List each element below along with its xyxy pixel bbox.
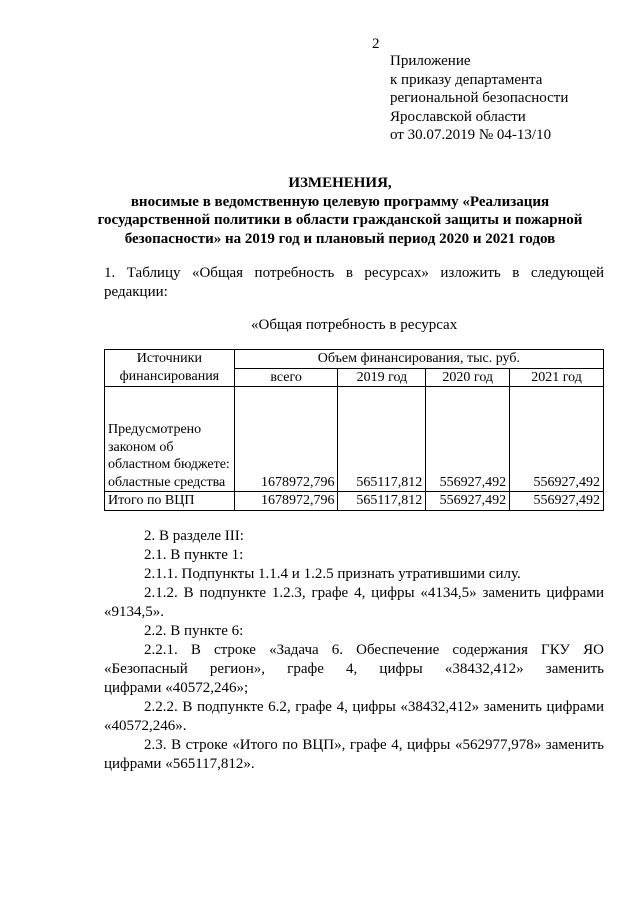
- y2019-cell: 565117,812: [338, 492, 426, 511]
- title-line: вносимые в ведомственную целевую программу «Реализация: [130, 193, 550, 210]
- appendix-line: от 30.07.2019 № 04-13/10: [390, 127, 552, 144]
- paragraph-1-line: 1. Таблицу «Общая потребность в ресурсах» изложить в следующей: [104, 265, 604, 281]
- y2021-cell: 556927,492: [510, 387, 604, 492]
- header-2019: 2019 год: [338, 368, 426, 387]
- appendix-line: Ярославской области: [390, 108, 526, 125]
- title-line: государственной политики в области гражданской защиты и пожарной: [97, 212, 583, 229]
- document-title: [40, 174, 640, 248]
- header-sources: Источники финансирования: [105, 350, 235, 387]
- y2020-cell: 556927,492: [426, 387, 510, 492]
- item-2: 2. В разделе III:: [144, 528, 244, 544]
- header-2020: 2020 год: [426, 368, 510, 387]
- item-2-1-1: 2.1.1. Подпункты 1.1.4 и 1.2.5 признать утратившими силу.: [144, 566, 521, 582]
- header-total: всего: [234, 368, 338, 387]
- source-cell: Предусмотрено законом об областном бюджете: областные средства: [105, 387, 235, 492]
- title-line: безопасности» на 2019 год и плановый период 2020 и 2021 годов: [124, 230, 556, 247]
- appendix-line: региональной безопасности: [390, 90, 569, 107]
- header-2021: 2021 год: [510, 368, 604, 387]
- y2020-cell: 556927,492: [426, 492, 510, 511]
- appendix-line: Приложение: [390, 53, 471, 69]
- paragraph-1-line: редакции:: [104, 284, 168, 300]
- y2021-cell: 556927,492: [510, 492, 604, 511]
- table-caption: «Общая потребность в ресурсах: [251, 317, 458, 333]
- total-cell: 1678972,796: [234, 387, 338, 492]
- title-line: ИЗМЕНЕНИЯ,: [288, 175, 392, 191]
- item-2-1-2-cont: «9134,5».: [104, 604, 164, 620]
- appendix-block: [390, 52, 568, 145]
- item-2-3: 2.3. В строке «Итого по ВЦП», графе 4, цифры «562977,978» заменить: [144, 737, 604, 753]
- header-volume: Объем финансирования, тыс. руб.: [234, 350, 603, 369]
- resources-table: [104, 349, 604, 511]
- item-2-2-1-cont: «Безопасный регион», графе 4, цифры «38432,412» заменить: [104, 661, 604, 677]
- item-2-2-2: 2.2.2. В подпункте 6.2, графе 4, цифры «38432,412» заменить цифрами: [144, 699, 604, 715]
- appendix-line: к приказу департамента: [390, 71, 543, 88]
- item-2-3-cont: цифрами «565117,812».: [104, 756, 255, 772]
- total-cell: 1678972,796: [234, 492, 338, 511]
- y2019-cell: 565117,812: [338, 387, 426, 492]
- item-2-2-2-cont: «40572,246».: [104, 718, 187, 734]
- item-2-2: 2.2. В пункте 6:: [144, 623, 244, 639]
- item-2-1-2: 2.1.2. В подпункте 1.2.3, графе 4, цифры «4134,5» заменить цифрами: [144, 585, 604, 601]
- source-cell: Итого по ВЦП: [105, 492, 235, 511]
- table-row: [105, 387, 604, 492]
- item-2-2-1-end: цифрами «40572,246»;: [104, 680, 249, 696]
- table-row: [105, 492, 604, 511]
- item-2-1: 2.1. В пункте 1:: [144, 547, 244, 563]
- item-2-2-1: 2.2.1. В строке «Задача 6. Обеспечение содержания ГКУ ЯО: [144, 642, 604, 658]
- page-number: 2: [372, 36, 380, 52]
- table-header-row: [105, 350, 604, 369]
